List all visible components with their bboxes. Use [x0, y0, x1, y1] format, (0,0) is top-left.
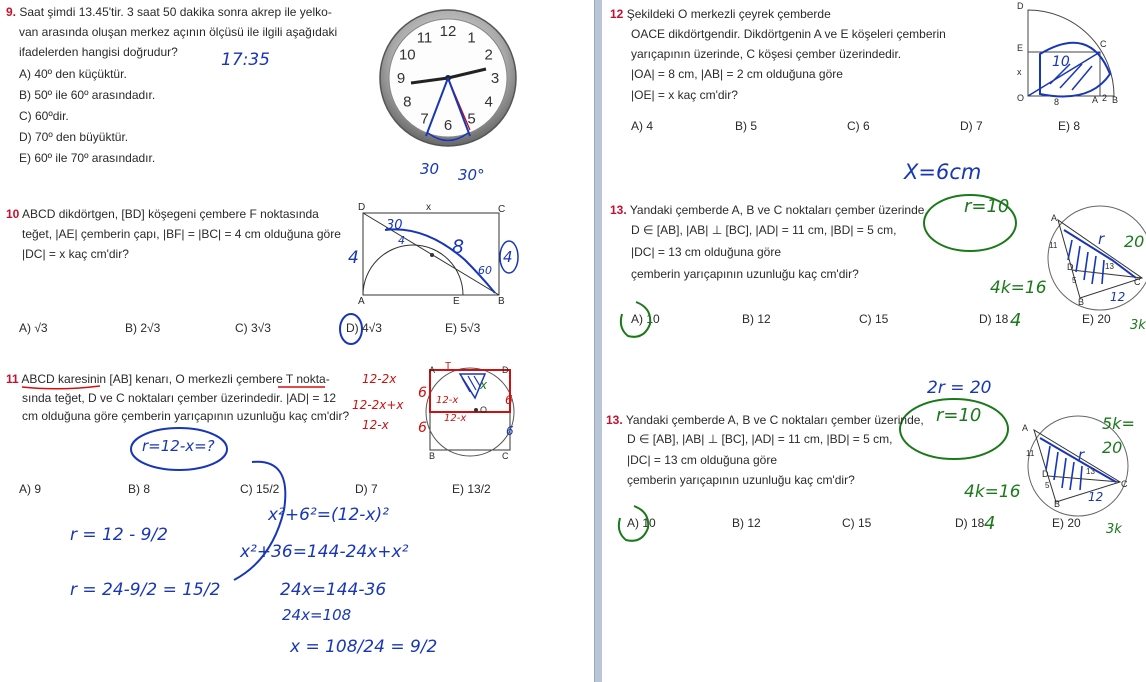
q13a-option-c[interactable]: C) 15 [859, 312, 889, 326]
q13b-number: 13. [606, 413, 623, 427]
q10-label-x: x [426, 202, 431, 213]
q11-line-3: cm olduğuna göre çemberin yarıçapının uzunluğu kaç cm'dir? [22, 409, 350, 423]
q13a-label-13: 13 [1105, 262, 1114, 271]
q11-hw-in3: x [480, 378, 488, 392]
q10-option-d[interactable]: D) 4√3 [346, 321, 382, 335]
q11-option-e[interactable]: E) 13/2 [452, 482, 491, 496]
q10-line-2: teğet, |AE| çemberin çapı, |BF| = |BC| = 4 cm olduğuna göre [22, 227, 341, 241]
q12-label-c: C [1100, 39, 1107, 49]
q9-option-a[interactable]: A) 40º den küçüktür. [19, 67, 127, 81]
clock-number-6: 6 [443, 117, 453, 134]
q13a-option-b[interactable]: B) 12 [742, 312, 771, 326]
q9-clock-figure [378, 8, 518, 158]
q11-option-d[interactable]: D) 7 [355, 482, 378, 496]
q11-option-a[interactable]: A) 9 [19, 482, 42, 496]
q11-hw-eq3: 24x=144-36 [280, 580, 387, 600]
q10-label-d: D [358, 202, 366, 213]
q11-hw-l2: 12-2x+x [352, 398, 404, 412]
q10-hw-four-right: 4 [503, 248, 513, 266]
clock-number-7: 7 [420, 110, 429, 128]
q9-hw-30b: 30° [458, 166, 485, 184]
q9-text-1: Saat şimdi 13.45'tir. 3 saat 50 dakika sonra akrep ile yelko- [19, 5, 332, 19]
q11-hw-r1: r = 12 - 9/2 [70, 525, 168, 545]
q11-hw-six-a: 6 [418, 385, 427, 401]
q11-hw-six-b: 6 [418, 420, 427, 436]
q11-hw-in1: 12-x [436, 395, 459, 406]
q13b-label-5: 5 [1045, 481, 1050, 490]
q13a-option-e[interactable]: E) 20 [1082, 312, 1111, 326]
clock-number-12: 12 [439, 23, 457, 40]
q11-hw-six-d: 6 [506, 424, 514, 438]
q11-label-b: B [429, 451, 436, 461]
q10-option-c[interactable]: C) 3√3 [235, 321, 271, 335]
q13b-line-2: D ∈ [AB], |AB| ⊥ [BC], |AD| = 11 cm, |BD| = 5 cm, [627, 432, 893, 446]
q12-line-2: OACE dikdörtgendir. Dikdörtgenin A ve E köşeleri çemberin [631, 27, 946, 41]
q13a-option-a[interactable]: A) 10 [631, 312, 660, 326]
q12-label-8: 8 [1054, 97, 1060, 107]
q9-line-1 [6, 2, 332, 22]
q13b-line-1 [606, 410, 924, 430]
q12-label-e: E [1017, 43, 1024, 53]
q13a-label-b: B [1078, 297, 1085, 307]
q13b-option-c[interactable]: C) 15 [842, 516, 872, 530]
q10-answer-circle [336, 312, 366, 346]
q12-line-1 [610, 4, 831, 24]
q12-option-b[interactable]: B) 5 [735, 119, 758, 133]
q10-option-a[interactable]: A) √3 [19, 321, 48, 335]
q13b-label-13: 13 [1086, 467, 1095, 476]
q9-line-2: van arasında oluşan merkez açının ölçüsü ile ilgili aşağıdaki [19, 25, 338, 39]
q13a-hw-3k: 3k [1130, 318, 1146, 333]
q12-text-1: Şekildeki O merkezli çeyrek çemberde [626, 7, 831, 21]
clock-number-4: 4 [484, 93, 493, 111]
q11-underlines [20, 380, 340, 392]
q10-label-b: B [498, 296, 505, 307]
q12-option-e[interactable]: E) 8 [1058, 119, 1081, 133]
q12-line-5: |OE| = x kaç cm'dir? [631, 88, 738, 102]
q12-label-a: A [1092, 95, 1099, 105]
q13b-hw-2r: 2r = 20 [927, 378, 992, 398]
clock-number-10: 10 [398, 46, 416, 64]
q10-option-e[interactable]: E) 5√3 [445, 321, 481, 335]
q11-label-d: D [502, 365, 509, 375]
q9-line-3: ifadelerden hangisi doğrudur? [19, 45, 178, 59]
q12-option-c[interactable]: C) 6 [847, 119, 870, 133]
q10-hw-four-left: 4 [348, 248, 359, 268]
q13b-hw-r10: r=10 [936, 405, 982, 426]
q13b-option-b[interactable]: B) 12 [732, 516, 761, 530]
q12-number: 12 [610, 7, 624, 21]
q13a-circle-figure [1042, 200, 1143, 320]
q13a-label-5: 5 [1072, 276, 1077, 285]
q12-hw-ten: 10 [1052, 54, 1070, 70]
q13a-label-d: D [1067, 262, 1074, 272]
q11-label-c: C [502, 451, 509, 461]
q11-label-o: O [480, 405, 488, 415]
q13a-hw-12: 12 [1110, 290, 1126, 304]
q10-line-3: |DC| = x kaç cm'dir? [22, 247, 129, 261]
q13b-label-a: A [1022, 423, 1029, 433]
q10-hw-four-small: 4 [398, 234, 405, 247]
q12-option-d[interactable]: D) 7 [960, 119, 983, 133]
q13a-line-2: D ∈ [AB], |AB| ⊥ [BC], |AD| = 11 cm, |BD| = 5 cm, [631, 223, 897, 237]
q9-option-d[interactable]: D) 70º den büyüktür. [19, 130, 129, 144]
q13b-line-4: çemberin yarıçapının uzunluğu kaç cm'dir? [627, 473, 855, 487]
q13b-hw-k16: 4k=16 [964, 482, 1021, 502]
q11-option-b[interactable]: B) 8 [128, 482, 151, 496]
q9-option-b[interactable]: B) 50º ile 60º arasındadır. [19, 88, 156, 102]
q13b-label-11: 11 [1026, 449, 1035, 458]
q10-label-c: C [498, 204, 506, 215]
q10-label-e: E [453, 296, 460, 307]
q13b-option-e[interactable]: E) 20 [1052, 516, 1081, 530]
q11-hw-l3: 12-x [362, 418, 389, 432]
q13a-option-d[interactable]: D) 18 [979, 312, 1009, 326]
q13b-option-a[interactable]: A) 10 [627, 516, 656, 530]
q11-label-a: A [429, 365, 436, 375]
q13a-answer-circle [616, 298, 656, 342]
clock-number-2: 2 [484, 46, 493, 64]
q10-number: 10 [6, 207, 20, 221]
q10-hw-eight: 8 [452, 236, 465, 258]
q12-label-d: D [1017, 1, 1024, 11]
q13a-label-a: A [1051, 213, 1058, 223]
q9-option-c[interactable]: C) 60ºdir. [19, 109, 69, 123]
clock-number-11: 11 [416, 29, 433, 47]
q13b-hw-20: 20 [1102, 438, 1123, 457]
q9-hw-time: 17:35 [221, 50, 270, 70]
q13a-hw-k16: 4k=16 [990, 278, 1047, 298]
q12-hw-answer: X=6cm [904, 160, 982, 184]
q13a-hw-d-mark: 4 [1010, 310, 1022, 331]
q13b-hw-3k: 3k [1106, 522, 1122, 537]
q11-hw-eq2: x²+36=144-24x+x² [240, 542, 409, 562]
q10-line-1 [6, 204, 319, 224]
q13a-number: 13. [610, 203, 627, 217]
q11-hw-eq1: x²+6²=(12-x)² [268, 505, 389, 525]
q12-line-4: |OA| = 8 cm, |AB| = 2 cm olduğuna göre [631, 67, 843, 81]
q13a-hw-20: 20 [1124, 232, 1145, 251]
q13a-line-1 [610, 200, 928, 220]
q13a-text-1: Yandaki çemberde A, B ve C noktaları çember üzerinde, [629, 203, 928, 217]
q13a-label-c: C [1134, 277, 1141, 287]
clock-number-1: 1 [467, 29, 476, 47]
q13a-hw-r: r [1098, 230, 1105, 248]
right-page [602, 0, 1146, 682]
q9-number: 9. [6, 5, 17, 19]
q11-hw-eq5: x = 108/24 = 9/2 [290, 637, 438, 657]
q13b-option-d[interactable]: D) 18 [955, 516, 985, 530]
q11-label-t: T [445, 361, 452, 372]
q11-text-1: ABCD karesinin [AB] kenarı, O merkezli çembere T nokta- [21, 372, 330, 386]
q13b-line-3: |DC| = 13 cm olduğuna göre [627, 453, 777, 467]
q13b-text-1: Yandaki çemberde A, B ve C noktaları çember üzerinde, [625, 413, 924, 427]
q13a-label-11: 11 [1049, 241, 1058, 250]
q9-option-e[interactable]: E) 60º ile 70º arasındadır. [19, 151, 156, 165]
q13b-answer-circle [614, 502, 654, 546]
q13b-hw-12: 12 [1088, 490, 1104, 504]
q9-hw-30a: 30 [420, 160, 440, 178]
q11-number: 11 [6, 372, 19, 386]
q10-option-b[interactable]: B) 2√3 [125, 321, 161, 335]
q11-option-c[interactable]: C) 15/2 [240, 482, 280, 496]
q10-hw-thirty: 30 [386, 218, 403, 233]
q12-label-2: 2 [1102, 93, 1108, 103]
q13a-line-4: çemberin yarıçapının uzunluğu kaç cm'dir? [631, 267, 859, 281]
clock-number-9: 9 [396, 70, 406, 87]
q12-label-o: O [1017, 93, 1025, 103]
q11-hw-r2: r = 24-9/2 = 15/2 [70, 580, 221, 600]
q13b-label-b: B [1054, 499, 1061, 509]
q12-label-x: x [1017, 67, 1022, 77]
q13b-label-c: C [1121, 479, 1128, 489]
q10-rectangle-figure [355, 205, 515, 305]
clock-number-8: 8 [403, 93, 412, 111]
q13a-line-3: |DC| = 13 cm olduğuna göre [631, 245, 781, 259]
q10-label-a: A [358, 296, 365, 307]
q10-text-1: ABCD dikdörtgen, [BD] köşegeni çembere F noktasında [22, 207, 319, 221]
q12-option-a[interactable]: A) 4 [631, 119, 654, 133]
q13b-hw-5k: 5k= [1102, 414, 1135, 433]
q13b-hw-d-mark: 4 [984, 513, 996, 534]
clock-number-5: 5 [467, 110, 476, 128]
q10-hw-sixty: 60 [478, 264, 492, 277]
q11-hw-r-eq: r=12-x=? [142, 437, 215, 455]
q11-hw-in2: 12-x [444, 413, 467, 424]
q13b-hw-r: r [1078, 446, 1085, 464]
q12-line-3: yarıçapının üzerinde, C köşesi çember üzerindedir. [631, 47, 902, 61]
q11-hw-six-c: 6 [505, 393, 513, 407]
q13b-label-d: D [1042, 469, 1049, 479]
clock-number-3: 3 [490, 70, 500, 87]
q11-hw-l1: 12-2x [362, 372, 397, 386]
q13a-hw-r10: r=10 [964, 196, 1010, 217]
q12-label-b: B [1112, 95, 1119, 105]
q11-line-2: sında teğet, D ve C noktaları çember üzerindedir. |AD| = 12 [22, 391, 337, 405]
q11-hw-eq4: 24x=108 [282, 606, 352, 624]
